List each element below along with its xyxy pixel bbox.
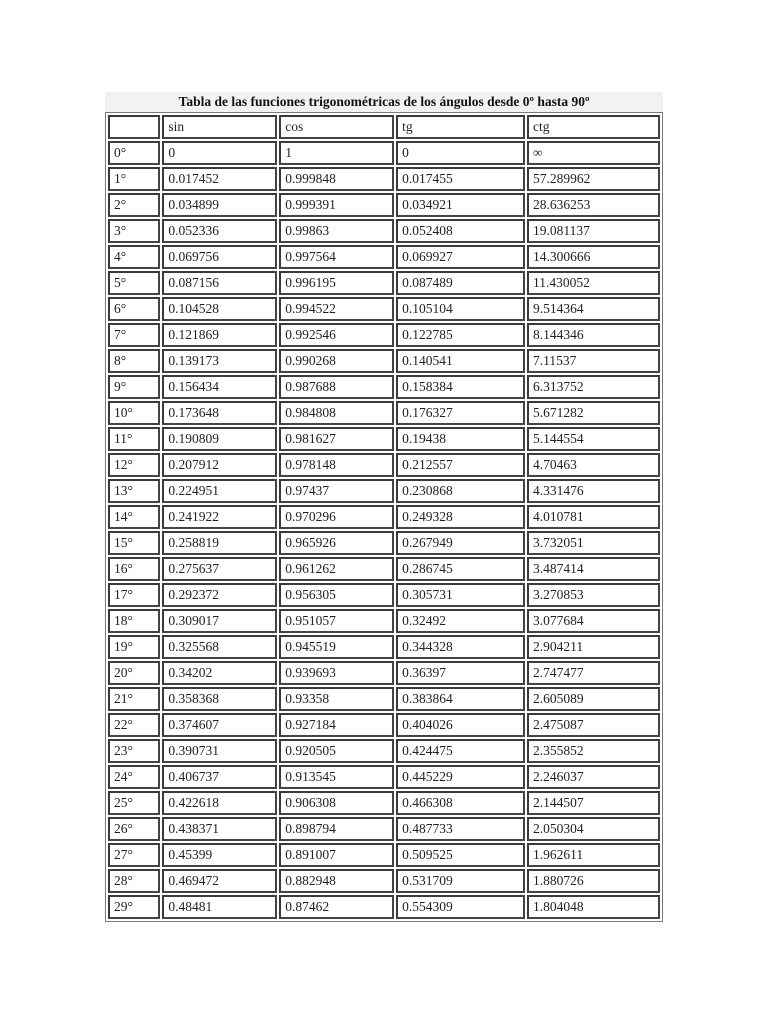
ctg-cell: 2.475087 [527,713,660,737]
table-row [108,531,660,555]
tg-cell: 0.424475 [396,739,525,763]
table-row [108,219,660,243]
table-row [108,375,660,399]
sin-cell: 0.224951 [162,479,277,503]
angle-cell: 11° [108,427,160,451]
table-row [108,687,660,711]
tg-cell: 0.305731 [396,583,525,607]
ctg-cell: 4.331476 [527,479,660,503]
table-row [108,895,660,919]
tg-cell: 0.487733 [396,817,525,841]
cos-cell: 0.997564 [279,245,394,269]
trig-table [105,112,663,922]
angle-cell: 24° [108,765,160,789]
angle-cell: 5° [108,271,160,295]
header-cell-tg: tg [396,115,525,139]
table-row [108,323,660,347]
tg-cell: 0.344328 [396,635,525,659]
tg-cell: 0.069927 [396,245,525,269]
table-row [108,297,660,321]
sin-cell: 0.45399 [162,843,277,867]
angle-cell: 0° [108,141,160,165]
tg-cell: 0.230868 [396,479,525,503]
sin-cell: 0.292372 [162,583,277,607]
cos-cell: 0.981627 [279,427,394,451]
cos-cell: 0.927184 [279,713,394,737]
sin-cell: 0.069756 [162,245,277,269]
ctg-cell: 19.081137 [527,219,660,243]
angle-cell: 18° [108,609,160,633]
tg-cell: 0.509525 [396,843,525,867]
ctg-cell: 3.487414 [527,557,660,581]
sin-cell: 0.358368 [162,687,277,711]
ctg-cell: 5.671282 [527,401,660,425]
ctg-cell: 1.962611 [527,843,660,867]
table-row [108,791,660,815]
angle-cell: 14° [108,505,160,529]
cos-cell: 0.999848 [279,167,394,191]
cos-cell: 0.99863 [279,219,394,243]
cos-cell: 0.996195 [279,271,394,295]
sin-cell: 0.48481 [162,895,277,919]
cos-cell: 0.906308 [279,791,394,815]
sin-cell: 0.390731 [162,739,277,763]
cos-cell: 0.987688 [279,375,394,399]
ctg-cell: 2.050304 [527,817,660,841]
tg-cell: 0.267949 [396,531,525,555]
table-row [108,479,660,503]
ctg-cell: 11.430052 [527,271,660,295]
tg-cell: 0.176327 [396,401,525,425]
tg-cell: 0.140541 [396,349,525,373]
angle-cell: 19° [108,635,160,659]
header-cell-cos: cos [279,115,394,139]
table-row [108,141,660,165]
ctg-cell: 3.270853 [527,583,660,607]
ctg-cell: 28.636253 [527,193,660,217]
trig-table-body [108,115,660,919]
ctg-cell: 5.144554 [527,427,660,451]
sin-cell: 0.258819 [162,531,277,555]
tg-cell: 0.36397 [396,661,525,685]
cos-cell: 0.978148 [279,453,394,477]
ctg-cell: 3.732051 [527,531,660,555]
ctg-cell: ∞ [527,141,660,165]
ctg-cell: 2.355852 [527,739,660,763]
cos-cell: 0.990268 [279,349,394,373]
tg-cell: 0.249328 [396,505,525,529]
cos-cell: 0.97437 [279,479,394,503]
angle-cell: 2° [108,193,160,217]
trig-table-container [105,92,663,922]
table-row [108,453,660,477]
table-row [108,349,660,373]
table-row [108,167,660,191]
ctg-cell: 3.077684 [527,609,660,633]
sin-cell: 0.438371 [162,817,277,841]
table-row [108,193,660,217]
sin-cell: 0.469472 [162,869,277,893]
table-row [108,557,660,581]
angle-cell: 10° [108,401,160,425]
table-row [108,505,660,529]
tg-cell: 0.404026 [396,713,525,737]
sin-cell: 0.139173 [162,349,277,373]
ctg-cell: 9.514364 [527,297,660,321]
ctg-cell: 2.747477 [527,661,660,685]
table-row [108,765,660,789]
sin-cell: 0.241922 [162,505,277,529]
table-row [108,271,660,295]
angle-cell: 6° [108,297,160,321]
tg-cell: 0.122785 [396,323,525,347]
sin-cell: 0.325568 [162,635,277,659]
tg-cell: 0.466308 [396,791,525,815]
table-row [108,245,660,269]
tg-cell: 0.554309 [396,895,525,919]
angle-cell: 21° [108,687,160,711]
angle-cell: 27° [108,843,160,867]
tg-cell: 0.105104 [396,297,525,321]
angle-cell: 26° [108,817,160,841]
sin-cell: 0.121869 [162,323,277,347]
cos-cell: 0.970296 [279,505,394,529]
angle-cell: 25° [108,791,160,815]
cos-cell: 0.961262 [279,557,394,581]
header-cell-ctg: ctg [527,115,660,139]
cos-cell: 0.994522 [279,297,394,321]
cos-cell: 1 [279,141,394,165]
table-row [108,869,660,893]
ctg-cell: 1.880726 [527,869,660,893]
table-row [108,817,660,841]
ctg-cell: 6.313752 [527,375,660,399]
ctg-cell: 4.70463 [527,453,660,477]
sin-cell: 0.374607 [162,713,277,737]
sin-cell: 0.017452 [162,167,277,191]
cos-cell: 0.913545 [279,765,394,789]
ctg-cell: 7.11537 [527,349,660,373]
sin-cell: 0.34202 [162,661,277,685]
table-row [108,661,660,685]
sin-cell: 0.275637 [162,557,277,581]
sin-cell: 0.104528 [162,297,277,321]
sin-cell: 0.406737 [162,765,277,789]
cos-cell: 0.951057 [279,609,394,633]
angle-cell: 17° [108,583,160,607]
cos-cell: 0.891007 [279,843,394,867]
tg-cell: 0.052408 [396,219,525,243]
ctg-cell: 14.300666 [527,245,660,269]
angle-cell: 4° [108,245,160,269]
tg-cell: 0.383864 [396,687,525,711]
sin-cell: 0.422618 [162,791,277,815]
table-row [108,843,660,867]
ctg-cell: 2.605089 [527,687,660,711]
angle-cell: 9° [108,375,160,399]
angle-cell: 7° [108,323,160,347]
angle-cell: 12° [108,453,160,477]
cos-cell: 0.87462 [279,895,394,919]
sin-cell: 0.034899 [162,193,277,217]
angle-cell: 22° [108,713,160,737]
sin-cell: 0.052336 [162,219,277,243]
cos-cell: 0.956305 [279,583,394,607]
cos-cell: 0.882948 [279,869,394,893]
header-row [108,115,660,139]
table-row [108,635,660,659]
header-cell-angle [108,115,160,139]
angle-cell: 29° [108,895,160,919]
sin-cell: 0.156434 [162,375,277,399]
angle-cell: 1° [108,167,160,191]
ctg-cell: 1.804048 [527,895,660,919]
ctg-cell: 57.289962 [527,167,660,191]
sin-cell: 0.207912 [162,453,277,477]
sin-cell: 0.309017 [162,609,277,633]
tg-cell: 0.445229 [396,765,525,789]
ctg-cell: 2.246037 [527,765,660,789]
sin-cell: 0 [162,141,277,165]
tg-cell: 0.212557 [396,453,525,477]
tg-cell: 0.32492 [396,609,525,633]
table-row [108,427,660,451]
tg-cell: 0.034921 [396,193,525,217]
tg-cell: 0.087489 [396,271,525,295]
table-row [108,583,660,607]
sin-cell: 0.173648 [162,401,277,425]
cos-cell: 0.939693 [279,661,394,685]
tg-cell: 0.19438 [396,427,525,451]
table-title: Tabla de las funciones trigonométricas de los ángulos desde 0º hasta 90º [105,92,663,112]
table-row [108,401,660,425]
ctg-cell: 8.144346 [527,323,660,347]
angle-cell: 20° [108,661,160,685]
angle-cell: 23° [108,739,160,763]
cos-cell: 0.992546 [279,323,394,347]
sin-cell: 0.087156 [162,271,277,295]
cos-cell: 0.965926 [279,531,394,555]
tg-cell: 0.531709 [396,869,525,893]
angle-cell: 16° [108,557,160,581]
ctg-cell: 2.904211 [527,635,660,659]
table-row [108,739,660,763]
cos-cell: 0.898794 [279,817,394,841]
angle-cell: 13° [108,479,160,503]
cos-cell: 0.999391 [279,193,394,217]
cos-cell: 0.920505 [279,739,394,763]
cos-cell: 0.93358 [279,687,394,711]
angle-cell: 8° [108,349,160,373]
tg-cell: 0.286745 [396,557,525,581]
angle-cell: 28° [108,869,160,893]
cos-cell: 0.945519 [279,635,394,659]
angle-cell: 15° [108,531,160,555]
tg-cell: 0.017455 [396,167,525,191]
angle-cell: 3° [108,219,160,243]
table-row [108,713,660,737]
tg-cell: 0 [396,141,525,165]
sin-cell: 0.190809 [162,427,277,451]
header-cell-sin: sin [162,115,277,139]
ctg-cell: 4.010781 [527,505,660,529]
table-row [108,609,660,633]
cos-cell: 0.984808 [279,401,394,425]
ctg-cell: 2.144507 [527,791,660,815]
tg-cell: 0.158384 [396,375,525,399]
